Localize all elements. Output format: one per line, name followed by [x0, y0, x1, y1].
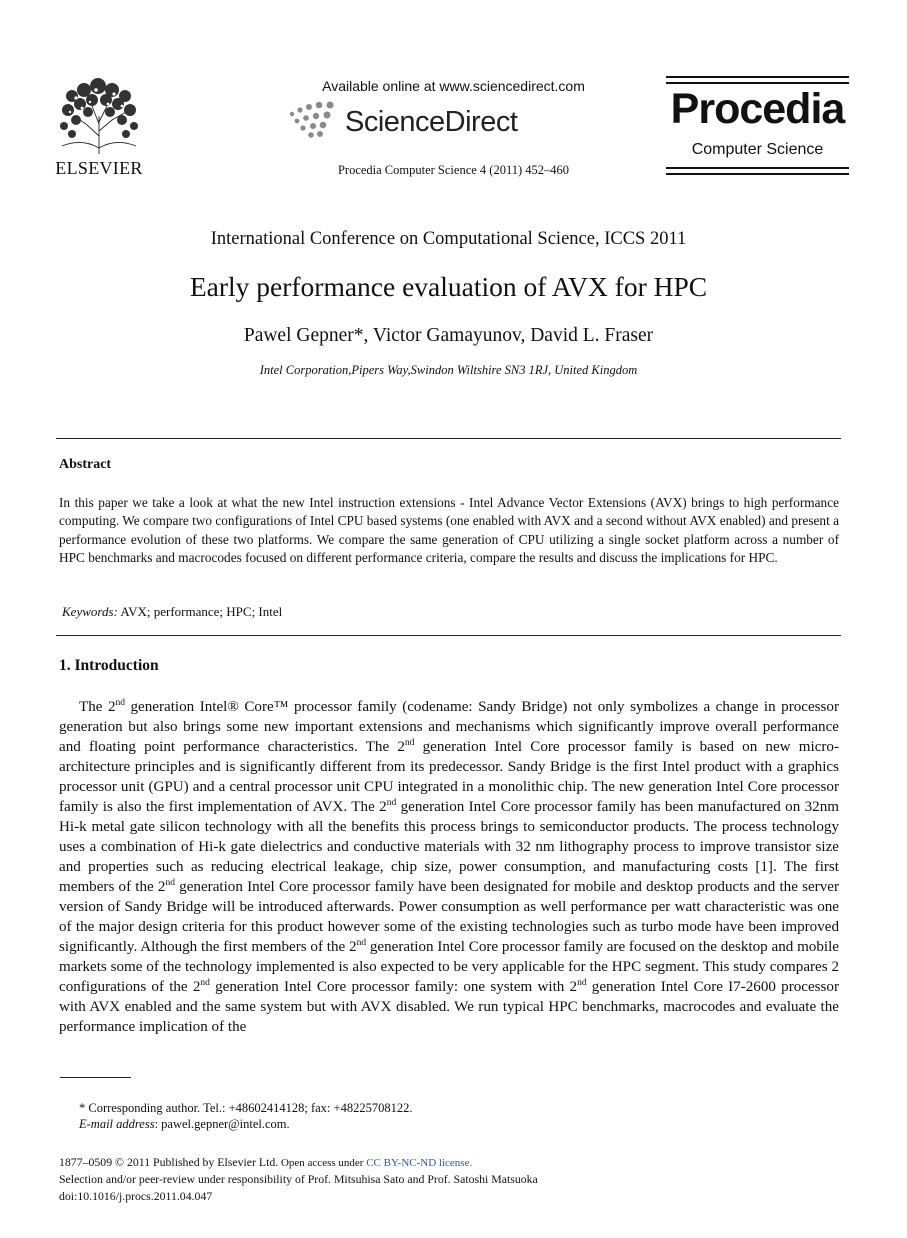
- license-link[interactable]: CC BY-NC-ND license.: [366, 1157, 473, 1169]
- introduction-body: [59, 697, 839, 1057]
- email-label: E-mail address: [79, 1117, 155, 1131]
- sciencedirect-wordmark: ScienceDirect: [345, 106, 518, 138]
- keywords-line: [62, 604, 282, 620]
- conference-name: International Conference on Computational Science, ICCS 2011: [210, 229, 687, 249]
- ordinal-superscript: nd: [165, 878, 175, 888]
- divider-top: [56, 438, 841, 439]
- procedia-top-rule: [666, 76, 849, 78]
- author-list: Pawel Gepner*, Victor Gamayunov, David L. Fraser: [243, 325, 654, 346]
- sciencedirect-dots-icon: [288, 100, 340, 140]
- intro-segment: generation Intel Core processor family: one system with 2: [209, 979, 578, 995]
- procedia-bottom-rule-2: [666, 173, 849, 175]
- divider-bottom: [56, 635, 841, 636]
- keywords-label: Keywords:: [62, 604, 118, 619]
- footnote-corresponding-author: * Corresponding author. Tel.: +48602414128; fax: +48225708122.: [79, 1101, 413, 1115]
- elsevier-wordmark: ELSEVIER: [55, 158, 143, 178]
- procedia-wordmark: Procedia: [670, 85, 845, 133]
- keywords-values: AVX; performance; HPC; Intel: [117, 604, 283, 619]
- intro-segment: generation Intel Core processor family have been designated for mobile and desktop products and the server version of Sandy Bridge will be introduced afterwards. Power consumption as well performance per watt characteristic was one of the major design criteria for this product however some of the existing technologies such as turbo mode have been improved significantly. Although the first members of the 2: [59, 879, 839, 955]
- ordinal-superscript: nd: [404, 738, 415, 748]
- section-heading-introduction: 1. Introduction: [59, 657, 159, 674]
- procedia-logo: [666, 76, 849, 174]
- copyright-text: 1877–0509 © 2011 Published by Elsevier Ltd.: [59, 1155, 279, 1169]
- open-access-text: Open access under: [278, 1157, 367, 1169]
- intro-segment: The 2: [79, 699, 116, 715]
- peer-review-line: Selection and/or peer-review under responsibility of Prof. Mitsuhisa Sato and Prof. Satoshi Matsuoka: [59, 1172, 538, 1186]
- footnote-email: [79, 1117, 290, 1132]
- intro-segment: generation Intel Core processor family are focused on the desktop and mobile markets some of the technology implemented is also expected to be very applicable for the HPC segment. This study compares 2 configurations of the 2: [59, 939, 839, 995]
- intro-segment: generation Intel® Core™ processor family (codename: Sandy Bridge) not only symbolizes a change in processor generation but also brings some new important extensions and mechanisms which significantly improve overall performance and floating point performance characteristics. The 2: [59, 699, 839, 755]
- ordinal-superscript: nd: [356, 938, 367, 948]
- abstract-heading: Abstract: [59, 457, 112, 472]
- footnote-rule: [60, 1077, 131, 1078]
- procedia-bottom-rule: [666, 167, 849, 169]
- intro-segment: generation Intel Core processor family is based on new micro-architecture principles and is significantly different from its predecessor. Sandy Bridge is the first Intel product with a graphics processor unit (GPU) and a central processor unit CPU integrated in a monolithic chip. The new generation Intel Core processor family is also the first implementation of AVX. The 2: [59, 739, 839, 815]
- ordinal-superscript: nd: [386, 798, 397, 808]
- ordinal-superscript: nd: [577, 978, 587, 988]
- journal-reference: Procedia Computer Science 4 (2011) 452–460: [337, 163, 570, 177]
- email-value: : pawel.gepner@intel.com.: [154, 1117, 290, 1131]
- available-online-text: Available online at www.sciencedirect.com: [322, 78, 585, 94]
- abstract-body: In this paper we take a look at what the new Intel instruction extensions - Intel Advance Vector Extensions (AVX) brings to high performance computing. We compare two configurations of Intel CPU based systems (one enabled with AVX and a second without AVX enabled) and present a performance evolution of these two platforms. We compare the same generation of CPU utilizing a single socket platform across a number of HPC benchmarks and macrocodes focused on different performance criteria, compare the results and discuss the implications for HPC.: [59, 495, 839, 565]
- intro-segment: generation Intel Core I7-2600 processor with AVX enabled and the same system but with AVX disabled. We run typical HPC benchmarks, macrocodes and evaluate the performance implication of the: [59, 979, 839, 1035]
- intro-segment: generation Intel Core processor family has been manufactured on 32nm Hi-k metal gate silicon technology with all the benefits this process brings to semiconductor products. The process technology uses a combination of Hi-k gate dielectrics and conductive materials with 32 nm lithography process to improve transistor size and properties such as reducing electrical leakage, chip size, power consumption, and manufacturing costs [1]. The first members of the 2: [59, 799, 839, 895]
- author-affiliation: Intel Corporation,Pipers Way,Swindon Wiltshire SN3 1RJ, United Kingdom: [259, 363, 638, 377]
- doi-line: doi:10.1016/j.procs.2011.04.047: [59, 1189, 213, 1203]
- procedia-top-rule-2: [666, 82, 849, 84]
- ordinal-superscript: nd: [115, 698, 126, 708]
- copyright-line: [59, 1155, 472, 1170]
- procedia-subtitle: Computer Science: [691, 141, 824, 158]
- ordinal-superscript: nd: [200, 978, 210, 988]
- paper-title: Early performance evaluation of AVX for HPC: [189, 271, 708, 302]
